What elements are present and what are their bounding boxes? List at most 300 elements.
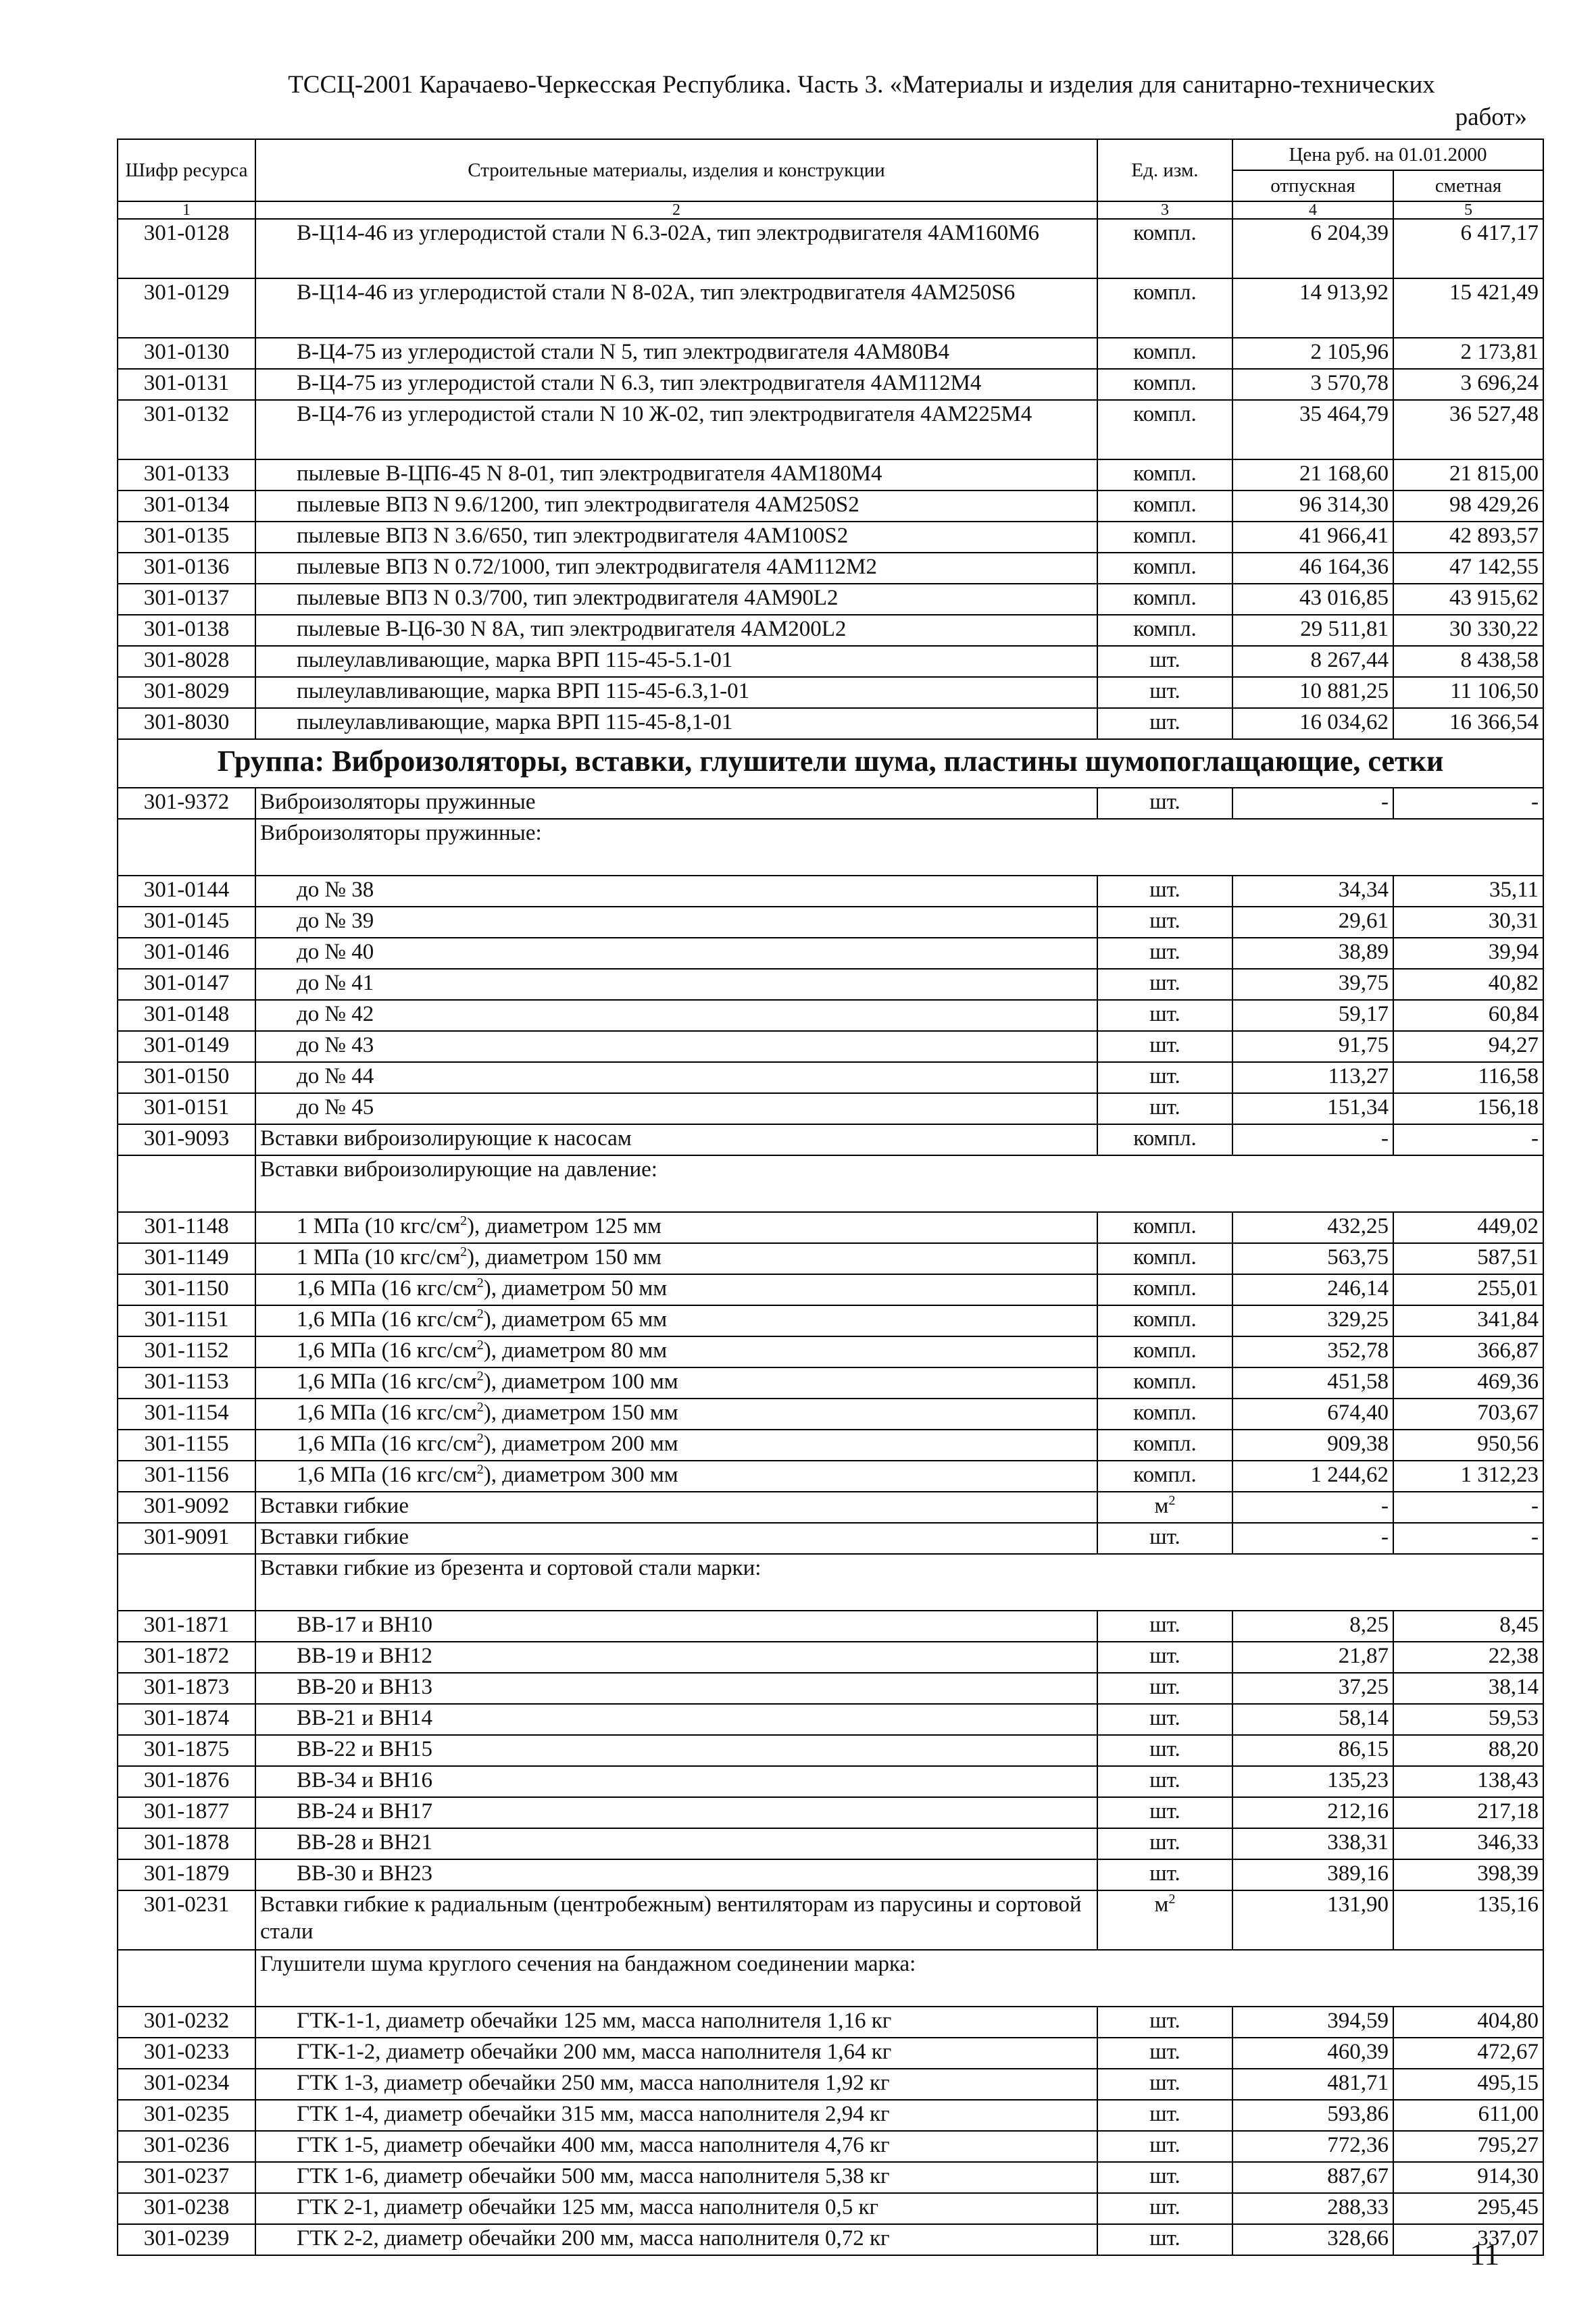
price-estimate: 36 527,48: [1393, 400, 1543, 459]
price-release: 10 881,25: [1232, 677, 1393, 708]
item-name: пылеулавливающие, марка ВРП 115-45-5.1-01: [255, 646, 1097, 677]
table-row: [118, 2193, 1543, 2224]
item-name: В-Ц4-76 из углеродистой стали N 10 Ж-02, тип электродвигателя 4АМ225М4: [255, 400, 1097, 459]
resource-code: 301-1152: [118, 1336, 255, 1367]
unit-cell: компл.: [1097, 400, 1232, 459]
item-name: Вставки гибкие: [255, 1523, 1097, 1554]
item-name: [255, 1243, 1097, 1274]
subheading-row: [118, 1554, 1543, 1611]
price-release: 772,36: [1232, 2131, 1393, 2162]
table-row: [118, 1492, 1543, 1523]
unit-cell: шт.: [1097, 1797, 1232, 1828]
col-header-code: Шифр ресурса: [118, 139, 255, 201]
item-name: ГТК 2-2, диаметр обечайки 200 мм, масса наполнителя 0,72 кг: [255, 2224, 1097, 2255]
price-release: 328,66: [1232, 2224, 1393, 2255]
price-estimate: 94,27: [1393, 1031, 1543, 1062]
table-row: [118, 1399, 1543, 1430]
resource-code: 301-0234: [118, 2069, 255, 2100]
item-name: [255, 1212, 1097, 1243]
resource-code: 301-0130: [118, 338, 255, 369]
price-estimate: 404,80: [1393, 2007, 1543, 2038]
price-release: 59,17: [1232, 1000, 1393, 1031]
table-row: [118, 1430, 1543, 1461]
unit-cell: компл.: [1097, 584, 1232, 615]
item-name: пылевые ВПЗ N 0.72/1000, тип электродвигателя 4АМ112М2: [255, 553, 1097, 584]
unit-cell: компл.: [1097, 1212, 1232, 1243]
price-release: 96 314,30: [1232, 491, 1393, 522]
table-row: [118, 1890, 1543, 1950]
price-release: 14 913,92: [1232, 278, 1393, 338]
resource-code: 301-1874: [118, 1704, 255, 1735]
resource-code: 301-1875: [118, 1735, 255, 1766]
unit-cell: шт.: [1097, 677, 1232, 708]
item-name: ГТК 1-6, диаметр обечайки 500 мм, масса наполнителя 5,38 кг: [255, 2162, 1097, 2193]
price-release: 389,16: [1232, 1859, 1393, 1890]
resource-code: 301-0236: [118, 2131, 255, 2162]
col-header-name: Строительные материалы, изделия и конструкции: [255, 139, 1097, 201]
price-release: 212,16: [1232, 1797, 1393, 1828]
price-estimate: 35,11: [1393, 876, 1543, 907]
unit-cell: компл.: [1097, 219, 1232, 278]
unit-text: м: [1154, 1892, 1169, 1917]
resource-code: 301-0128: [118, 219, 255, 278]
header-line-1: ТССЦ-2001 Карачаево-Черкесская Республика. Часть 3. «Материалы и изделия для санитарно-технических: [288, 71, 1435, 99]
subheading: Виброизоляторы пружинные:: [255, 819, 1543, 876]
unit-cell: шт.: [1097, 1093, 1232, 1124]
price-release: -: [1232, 1523, 1393, 1554]
superscript: 2: [1168, 1892, 1176, 1907]
item-name-part: 1,6 МПа (16 кгс/см: [297, 1369, 477, 1394]
unit-cell: компл.: [1097, 1124, 1232, 1155]
table-row: [118, 278, 1543, 338]
table-row: [118, 1797, 1543, 1828]
unit-cell: компл.: [1097, 1243, 1232, 1274]
price-release: 86,15: [1232, 1735, 1393, 1766]
header-line-2: работ»: [1455, 103, 1527, 131]
table-row: [118, 1062, 1543, 1093]
item-name-part: 1,6 МПа (16 кгс/см: [297, 1307, 477, 1332]
unit-cell: шт.: [1097, 1642, 1232, 1673]
resource-code: 301-0151: [118, 1093, 255, 1124]
price-estimate: 495,15: [1393, 2069, 1543, 2100]
item-name: до № 45: [255, 1093, 1097, 1124]
resource-code: 301-1150: [118, 1274, 255, 1305]
price-release: 43 016,85: [1232, 584, 1393, 615]
resource-code: 301-0146: [118, 938, 255, 969]
resource-code: 301-1872: [118, 1642, 255, 1673]
unit-cell: шт.: [1097, 969, 1232, 1000]
unit-cell: компл.: [1097, 553, 1232, 584]
item-name-part: 1,6 МПа (16 кгс/см: [297, 1432, 477, 1456]
price-estimate: 40,82: [1393, 969, 1543, 1000]
superscript: 2: [476, 1369, 484, 1384]
price-estimate: 39,94: [1393, 938, 1543, 969]
price-release: 481,71: [1232, 2069, 1393, 2100]
price-estimate: 42 893,57: [1393, 522, 1543, 553]
unit-cell: компл.: [1097, 491, 1232, 522]
price-estimate: 135,16: [1393, 1890, 1543, 1950]
resource-code: 301-0150: [118, 1062, 255, 1093]
price-estimate: 341,84: [1393, 1305, 1543, 1336]
page-header: [196, 69, 1527, 134]
price-estimate: -: [1393, 1124, 1543, 1155]
price-release: 35 464,79: [1232, 400, 1393, 459]
item-name: В-Ц4-75 из углеродистой стали N 5, тип электродвигателя 4АМ80В4: [255, 338, 1097, 369]
table-row: [118, 2100, 1543, 2131]
price-estimate: 950,56: [1393, 1430, 1543, 1461]
price-estimate: 703,67: [1393, 1399, 1543, 1430]
price-estimate: 217,18: [1393, 1797, 1543, 1828]
item-name: ВВ-17 и ВН10: [255, 1611, 1097, 1642]
item-name: до № 43: [255, 1031, 1097, 1062]
item-name: пылевые ВПЗ N 3.6/650, тип электродвигателя 4АМ100S2: [255, 522, 1097, 553]
table-row: [118, 1367, 1543, 1399]
resource-code: 301-1873: [118, 1673, 255, 1704]
resource-code: 301-0145: [118, 907, 255, 938]
table-row: [118, 876, 1543, 907]
price-release: 58,14: [1232, 1704, 1393, 1735]
table-row: [118, 1735, 1543, 1766]
item-name: до № 42: [255, 1000, 1097, 1031]
item-name-part: ), диаметром 100 мм: [483, 1369, 678, 1394]
subheading: Глушители шума круглого сечения на бандажном соединении марка:: [255, 1950, 1543, 2007]
unit-cell: шт.: [1097, 938, 1232, 969]
price-release: 2 105,96: [1232, 338, 1393, 369]
item-name: [255, 1336, 1097, 1367]
item-name-part: ), диаметром 300 мм: [483, 1463, 678, 1487]
price-estimate: 366,87: [1393, 1336, 1543, 1367]
subheading: Вставки гибкие из брезента и сортовой стали марки:: [255, 1554, 1543, 1611]
unit-cell: компл.: [1097, 1336, 1232, 1367]
superscript: 2: [476, 1338, 484, 1353]
resource-code: 301-0144: [118, 876, 255, 907]
price-estimate: 138,43: [1393, 1766, 1543, 1797]
price-release: 29 511,81: [1232, 615, 1393, 646]
unit-cell: шт.: [1097, 1859, 1232, 1890]
item-name-part: ), диаметром 80 мм: [483, 1338, 668, 1363]
unit-cell: шт.: [1097, 708, 1232, 739]
resource-code: 301-0132: [118, 400, 255, 459]
price-estimate: -: [1393, 1492, 1543, 1523]
price-release: 674,40: [1232, 1399, 1393, 1430]
unit-cell: шт.: [1097, 2224, 1232, 2255]
resource-code: 301-0138: [118, 615, 255, 646]
resource-code: 301-8029: [118, 677, 255, 708]
subheading-row: [118, 1950, 1543, 2007]
price-release: 288,33: [1232, 2193, 1393, 2224]
price-release: 451,58: [1232, 1367, 1393, 1399]
item-name: до № 38: [255, 876, 1097, 907]
price-estimate: 15 421,49: [1393, 278, 1543, 338]
price-table: [117, 139, 1544, 2256]
resource-code: 301-0135: [118, 522, 255, 553]
item-name: ВВ-19 и ВН12: [255, 1642, 1097, 1673]
table-row: [118, 1124, 1543, 1155]
empty-cell: [118, 819, 255, 876]
superscript: 2: [476, 1462, 484, 1477]
unit-cell: шт.: [1097, 1000, 1232, 1031]
table-row: [118, 615, 1543, 646]
resource-code: 301-0148: [118, 1000, 255, 1031]
unit-cell: шт.: [1097, 2007, 1232, 2038]
table-row: [118, 2162, 1543, 2193]
unit-cell: шт.: [1097, 1704, 1232, 1735]
item-name: ВВ-24 и ВН17: [255, 1797, 1097, 1828]
subheading: Вставки виброизолирующие на давление:: [255, 1155, 1543, 1212]
resource-code: 301-1148: [118, 1212, 255, 1243]
price-release: 113,27: [1232, 1062, 1393, 1093]
price-estimate: 795,27: [1393, 2131, 1543, 2162]
price-estimate: 469,36: [1393, 1367, 1543, 1399]
unit-cell: компл.: [1097, 338, 1232, 369]
empty-cell: [118, 1950, 255, 2007]
price-release: 246,14: [1232, 1274, 1393, 1305]
unit-cell: компл.: [1097, 1367, 1232, 1399]
price-release: 131,90: [1232, 1890, 1393, 1950]
empty-cell: [118, 1554, 255, 1611]
unit-cell: шт.: [1097, 876, 1232, 907]
table-row: [118, 459, 1543, 491]
item-name: Вставки гибкие к радиальным (центробежным) вентиляторам из парусины и сортовой стали: [255, 1890, 1097, 1950]
col-number: 4: [1232, 201, 1393, 219]
table-row: [118, 2131, 1543, 2162]
col-header-release: отпускная: [1232, 170, 1393, 201]
item-name: В-Ц14-46 из углеродистой стали N 6.3-02А, тип электродвигателя 4АМ160М6: [255, 219, 1097, 278]
resource-code: 301-1879: [118, 1859, 255, 1890]
table-row: [118, 219, 1543, 278]
table-row: [118, 369, 1543, 400]
item-name: до № 39: [255, 907, 1097, 938]
superscript: 2: [476, 1400, 484, 1415]
table-row: [118, 907, 1543, 938]
unit-cell: компл.: [1097, 369, 1232, 400]
table-row: [118, 338, 1543, 369]
table-row: [118, 1093, 1543, 1124]
table-row: [118, 1000, 1543, 1031]
col-header-unit: Ед. изм.: [1097, 139, 1232, 201]
superscript: 2: [459, 1244, 467, 1259]
unit-cell: компл.: [1097, 278, 1232, 338]
table-row: [118, 553, 1543, 584]
item-name: ВВ-34 и ВН16: [255, 1766, 1097, 1797]
price-estimate: 38,14: [1393, 1673, 1543, 1704]
price-release: 34,34: [1232, 876, 1393, 907]
price-estimate: 337,07: [1393, 2224, 1543, 2255]
price-release: 909,38: [1232, 1430, 1393, 1461]
item-name-part: 1,6 МПа (16 кгс/см: [297, 1338, 477, 1363]
price-estimate: 449,02: [1393, 1212, 1543, 1243]
superscript: 2: [476, 1307, 484, 1322]
price-release: 41 966,41: [1232, 522, 1393, 553]
item-name: до № 41: [255, 969, 1097, 1000]
price-estimate: 2 173,81: [1393, 338, 1543, 369]
item-name: ВВ-28 и ВН21: [255, 1828, 1097, 1859]
group-title: Группа: Виброизоляторы, вставки, глушители шума, пластины шумопоглащающие, сетки: [118, 739, 1543, 788]
resource-code: 301-0231: [118, 1890, 255, 1950]
price-estimate: 21 815,00: [1393, 459, 1543, 491]
item-name-part: 1,6 МПа (16 кгс/см: [297, 1276, 477, 1301]
item-name: Виброизоляторы пружинные: [255, 788, 1097, 819]
item-name: пылевые ВПЗ N 0.3/700, тип электродвигателя 4АМ90L2: [255, 584, 1097, 615]
table-row: [118, 1274, 1543, 1305]
item-name: до № 40: [255, 938, 1097, 969]
subheading-row: [118, 1155, 1543, 1212]
price-estimate: 22,38: [1393, 1642, 1543, 1673]
col-header-price: Цена руб. на 01.01.2000: [1232, 139, 1543, 170]
item-name: ГТК 1-4, диаметр обечайки 315 мм, масса наполнителя 2,94 кг: [255, 2100, 1097, 2131]
item-name: пылеулавливающие, марка ВРП 115-45-8,1-01: [255, 708, 1097, 739]
price-estimate: 60,84: [1393, 1000, 1543, 1031]
table-row: [118, 2224, 1543, 2255]
table-row: [118, 400, 1543, 459]
resource-code: 301-0133: [118, 459, 255, 491]
price-estimate: 611,00: [1393, 2100, 1543, 2131]
price-estimate: 255,01: [1393, 1274, 1543, 1305]
item-name: В-Ц4-75 из углеродистой стали N 6.3, тип электродвигателя 4АМ112М4: [255, 369, 1097, 400]
price-release: 37,25: [1232, 1673, 1393, 1704]
item-name-part: 1 МПа (10 кгс/см: [297, 1245, 460, 1269]
price-release: 16 034,62: [1232, 708, 1393, 739]
resource-code: 301-0235: [118, 2100, 255, 2131]
price-release: 46 164,36: [1232, 553, 1393, 584]
item-name: Вставки виброизолирующие к насосам: [255, 1124, 1097, 1155]
unit-cell: шт.: [1097, 2069, 1232, 2100]
unit-cell: компл.: [1097, 459, 1232, 491]
table-row: [118, 2069, 1543, 2100]
resource-code: 301-1871: [118, 1611, 255, 1642]
price-estimate: 88,20: [1393, 1735, 1543, 1766]
table-row: [118, 938, 1543, 969]
item-name: ГТК-1-2, диаметр обечайки 200 мм, масса наполнителя 1,64 кг: [255, 2038, 1097, 2069]
price-release: 38,89: [1232, 938, 1393, 969]
price-release: 91,75: [1232, 1031, 1393, 1062]
unit-cell: шт.: [1097, 788, 1232, 819]
item-name: пылеулавливающие, марка ВРП 115-45-6.3,1-01: [255, 677, 1097, 708]
table-row: [118, 646, 1543, 677]
price-estimate: 472,67: [1393, 2038, 1543, 2069]
price-estimate: 346,33: [1393, 1828, 1543, 1859]
unit-cell: компл.: [1097, 522, 1232, 553]
item-name: ВВ-22 и ВН15: [255, 1735, 1097, 1766]
resource-code: 301-1149: [118, 1243, 255, 1274]
col-number: 3: [1097, 201, 1232, 219]
item-name-part: 1,6 МПа (16 кгс/см: [297, 1401, 477, 1425]
price-release: 8 267,44: [1232, 646, 1393, 677]
unit-cell: шт.: [1097, 646, 1232, 677]
col-number: 1: [118, 201, 255, 219]
table-row: [118, 1704, 1543, 1735]
table-row: [118, 2007, 1543, 2038]
resource-code: 301-8028: [118, 646, 255, 677]
price-estimate: 1 312,23: [1393, 1461, 1543, 1492]
unit-cell: шт.: [1097, 2131, 1232, 2162]
table-row: [118, 788, 1543, 819]
item-name: [255, 1367, 1097, 1399]
resource-code: 301-0136: [118, 553, 255, 584]
price-release: -: [1232, 1492, 1393, 1523]
superscript: 2: [1168, 1493, 1176, 1508]
item-name-part: ), диаметром 125 мм: [466, 1214, 662, 1238]
resource-code: 301-8030: [118, 708, 255, 739]
unit-cell: компл.: [1097, 1305, 1232, 1336]
price-release: 329,25: [1232, 1305, 1393, 1336]
item-name: ВВ-21 и ВН14: [255, 1704, 1097, 1735]
item-name: [255, 1430, 1097, 1461]
item-name: ВВ-30 и ВН23: [255, 1859, 1097, 1890]
unit-cell: компл.: [1097, 1274, 1232, 1305]
table-row: [118, 1642, 1543, 1673]
table-row: [118, 1305, 1543, 1336]
table-row: [118, 1461, 1543, 1492]
item-name-part: ), диаметром 50 мм: [483, 1276, 668, 1301]
table-row: [118, 1212, 1543, 1243]
table-row: [118, 491, 1543, 522]
unit-cell: компл.: [1097, 1430, 1232, 1461]
price-release: 432,25: [1232, 1212, 1393, 1243]
unit-text: м: [1154, 1494, 1169, 1518]
resource-code: 301-0238: [118, 2193, 255, 2224]
item-name: ГТК 1-3, диаметр обечайки 250 мм, масса наполнителя 1,92 кг: [255, 2069, 1097, 2100]
item-name-part: ), диаметром 200 мм: [483, 1432, 678, 1456]
superscript: 2: [476, 1431, 484, 1446]
price-estimate: 3 696,24: [1393, 369, 1543, 400]
unit-cell: шт.: [1097, 2038, 1232, 2069]
item-name: В-Ц14-46 из углеродистой стали N 8-02А, тип электродвигателя 4АМ250S6: [255, 278, 1097, 338]
unit-cell: шт.: [1097, 1673, 1232, 1704]
price-estimate: 47 142,55: [1393, 553, 1543, 584]
item-name: до № 44: [255, 1062, 1097, 1093]
unit-cell: [1097, 1890, 1232, 1950]
resource-code: 301-0233: [118, 2038, 255, 2069]
price-estimate: -: [1393, 788, 1543, 819]
unit-cell: шт.: [1097, 1735, 1232, 1766]
price-release: 21,87: [1232, 1642, 1393, 1673]
price-estimate: 8,45: [1393, 1611, 1543, 1642]
resource-code: 301-1153: [118, 1367, 255, 1399]
unit-cell: компл.: [1097, 1461, 1232, 1492]
unit-cell: шт.: [1097, 1523, 1232, 1554]
table-row: [118, 584, 1543, 615]
price-release: 394,59: [1232, 2007, 1393, 2038]
item-name: [255, 1461, 1097, 1492]
price-estimate: 43 915,62: [1393, 584, 1543, 615]
price-estimate: 398,39: [1393, 1859, 1543, 1890]
price-estimate: 8 438,58: [1393, 646, 1543, 677]
item-name: [255, 1305, 1097, 1336]
resource-code: 301-1156: [118, 1461, 255, 1492]
price-release: 8,25: [1232, 1611, 1393, 1642]
resource-code: 301-9093: [118, 1124, 255, 1155]
item-name: пылевые В-ЦП6-45 N 8-01, тип электродвигателя 4АМ180М4: [255, 459, 1097, 491]
price-release: 1 244,62: [1232, 1461, 1393, 1492]
item-name: ГТК 1-5, диаметр обечайки 400 мм, масса наполнителя 4,76 кг: [255, 2131, 1097, 2162]
price-estimate: 295,45: [1393, 2193, 1543, 2224]
resource-code: 301-1151: [118, 1305, 255, 1336]
item-name-part: 1 МПа (10 кгс/см: [297, 1214, 460, 1238]
item-name-part: ), диаметром 150 мм: [483, 1401, 678, 1425]
unit-cell: шт.: [1097, 1062, 1232, 1093]
item-name: [255, 1274, 1097, 1305]
unit-cell: шт.: [1097, 2193, 1232, 2224]
resource-code: 301-0149: [118, 1031, 255, 1062]
resource-code: 301-1876: [118, 1766, 255, 1797]
table-row: [118, 1031, 1543, 1062]
table-row: [118, 1828, 1543, 1859]
price-release: 6 204,39: [1232, 219, 1393, 278]
table-row: [118, 1766, 1543, 1797]
unit-cell: шт.: [1097, 1828, 1232, 1859]
resource-code: 301-1155: [118, 1430, 255, 1461]
